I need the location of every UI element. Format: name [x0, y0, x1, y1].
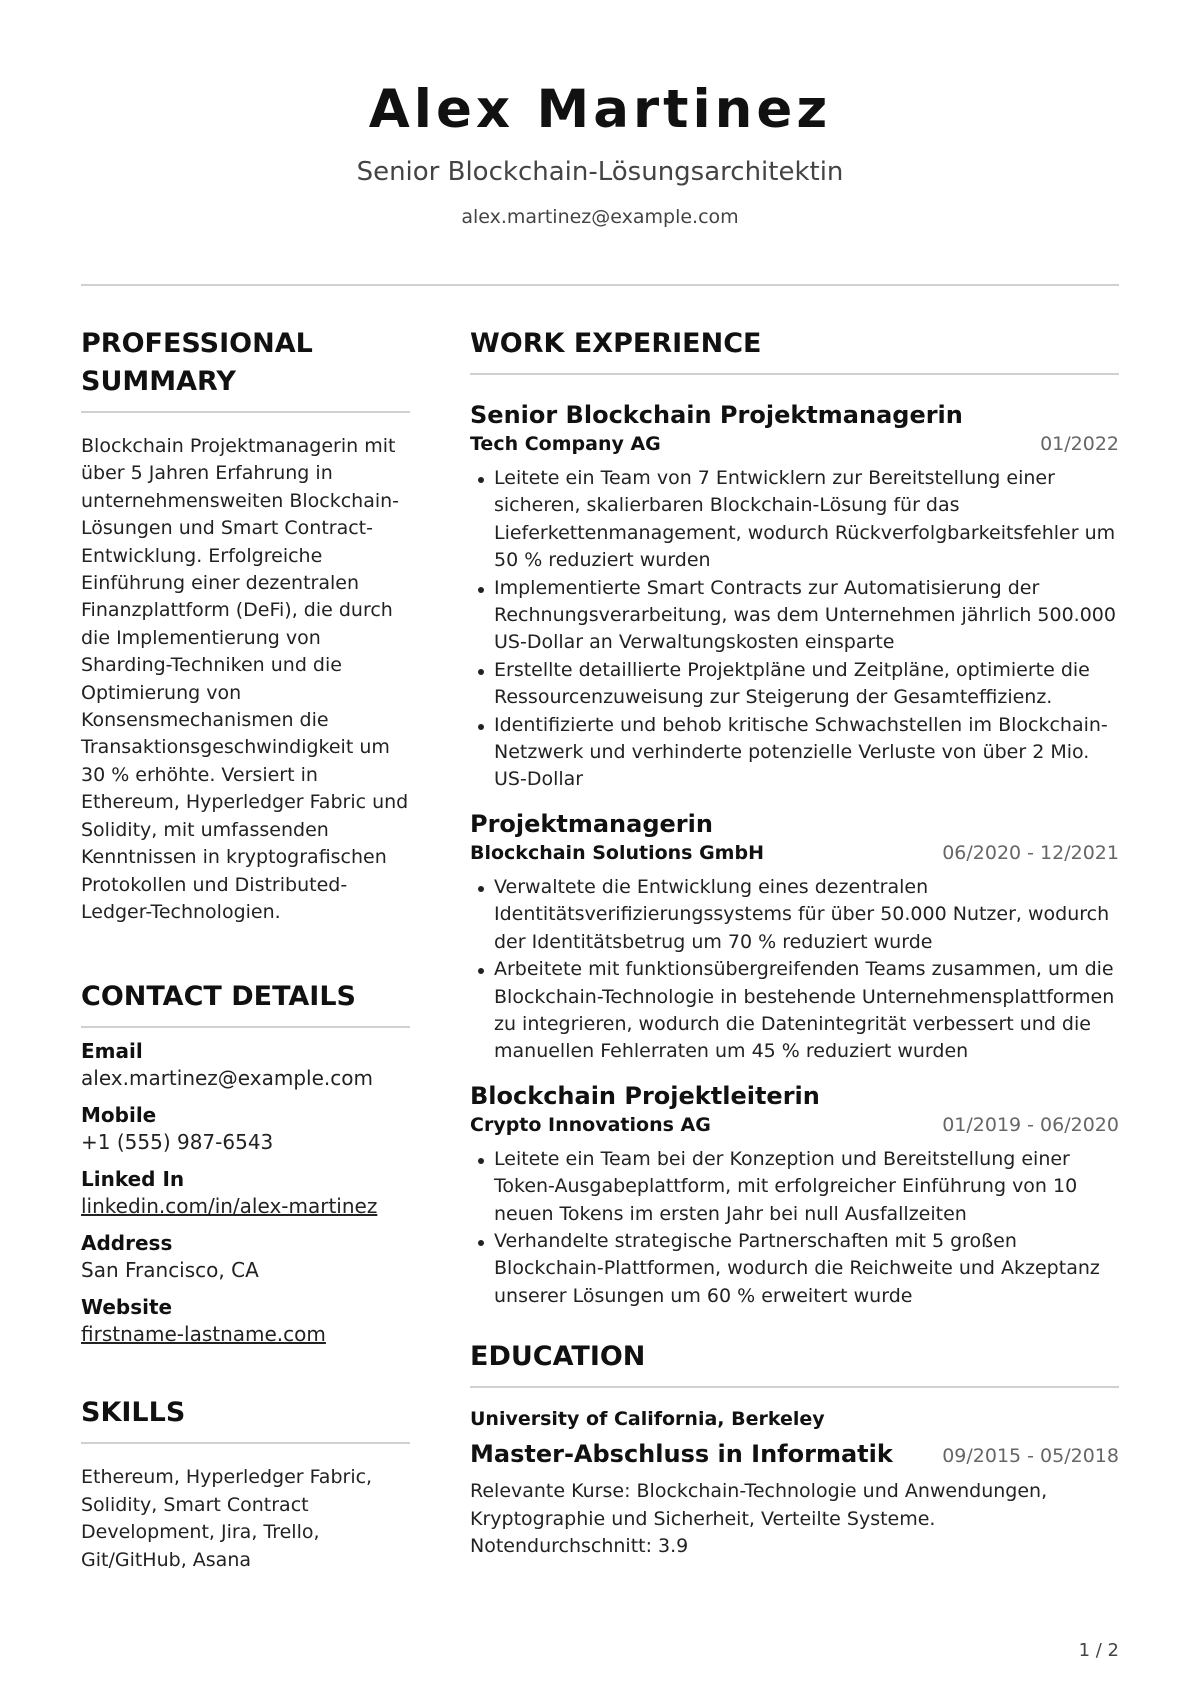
bullet-item: Implementierte Smart Contracts zur Automatisierung der Rechnungsverarbeitung, was dem Unternehmen jährlich 500.000 US-Dollar an Verwaltungskosten einsparte	[494, 575, 1119, 657]
company-name: Crypto Innovations AG	[470, 1113, 711, 1136]
contact-label: Linked In	[81, 1167, 185, 1192]
contact-value: alex.martinez@example.com	[81, 1066, 373, 1091]
section-divider	[81, 1442, 410, 1444]
candidate-title: Senior Blockchain-Lösungsarchitektin	[356, 157, 844, 187]
contact-item-mobile	[81, 1102, 410, 1156]
contact-label: Address	[81, 1231, 173, 1256]
bullet-item: Leitete ein Team von 7 Entwicklern zur Bereitstellung einer sicheren, skalierbaren Blockchain-Lösung für das Lieferkettenmanagement, wodurch Rückverfolgbarkeitsfehler um 50 % reduziert wurden	[494, 465, 1119, 575]
summary-heading: PROFESSIONAL SUMMARY	[81, 328, 313, 397]
contact-value: San Francisco, CA	[81, 1258, 259, 1283]
job-bullets	[470, 874, 1119, 1066]
education-date: 09/2015 - 05/2018	[942, 1445, 1119, 1468]
bullet-item: Arbeitete mit funktionsübergreifenden Teams zusammen, um die Blockchain-Technologie in bestehende Unternehmensplattformen zu integrieren, wodurch die Datenintegrität verbessert und die manuellen Fehlerraten um 45 % reduziert wurden	[494, 956, 1119, 1066]
header-divider	[81, 284, 1119, 286]
linkedin-link[interactable]: linkedin.com/in/alex-martinez	[81, 1194, 378, 1219]
contact-item-address	[81, 1230, 410, 1284]
right-column	[470, 325, 1119, 1560]
school-name: University of California, Berkeley	[470, 1408, 825, 1431]
contact-value: +1 (555) 987-6543	[81, 1130, 274, 1155]
company-name: Tech Company AG	[470, 433, 661, 455]
bullet-item: Verwaltete die Entwicklung eines dezentralen Identitätsverifizierungssystems für über 50.000 Nutzer, wodurch der Identitätsbetrug um 70 % reduziert wurde	[494, 874, 1119, 956]
job-date: 01/2019 - 06/2020	[942, 1113, 1119, 1136]
contact-item-website	[81, 1294, 410, 1348]
degree-title: Master-Abschluss in Informatik	[470, 1440, 893, 1469]
education-description: Relevante Kurse: Blockchain-Technologie und Anwendungen, Kryptographie und Sicherheit, Verteilte Systeme. Notendurchschnitt: 3.9	[470, 1480, 1048, 1557]
job-entry	[470, 399, 1119, 794]
job-title: Blockchain Projektleiterin	[470, 1081, 820, 1110]
section-divider	[81, 411, 410, 413]
job-title: Projektmanagerin	[470, 809, 713, 838]
bullet-item: Erstellte detaillierte Projektpläne und Zeitpläne, optimierte die Ressourcenzuweisung zur Steigerung der Gesamteffizienz.	[494, 657, 1119, 712]
contact-heading: CONTACT DETAILS	[81, 981, 356, 1013]
header-email: alex.martinez@example.com	[461, 206, 739, 228]
experience-section	[470, 325, 1119, 1310]
page-number: 1 / 2	[1078, 1640, 1119, 1661]
candidate-name: Alex Martinez	[368, 79, 832, 140]
skills-text: Ethereum, Hyperledger Fabric, Solidity, Smart Contract Development, Jira, Trello, Git/GitHub, Asana	[81, 1466, 373, 1571]
contact-label: Mobile	[81, 1103, 157, 1128]
contact-label: Website	[81, 1295, 173, 1320]
skills-heading: SKILLS	[81, 1397, 186, 1429]
job-date: 01/2022	[1040, 433, 1119, 455]
website-link[interactable]: firstname-lastname.com	[81, 1322, 326, 1347]
left-column	[81, 325, 410, 1574]
education-section	[470, 1338, 1119, 1560]
job-bullets	[470, 465, 1119, 794]
contact-section	[81, 978, 410, 1348]
summary-text: Blockchain Projektmanagerin mit über 5 Jahren Erfahrung in unternehmensweiten Blockchain-Lösungen und Smart Contract-Entwicklung. Erfolgreiche Einführung einer dezentralen Finanzplattform (DeFi), die durch die Implementierung von Sharding-Techniken und die Optimierung von Konsensmechanismen die Transaktionsgeschwindigkeit um 30 % erhöhte. Versiert in Ethereum, Hyperledger Fabric und Solidity, mit umfassenden Kenntnissen in kryptografischen Protokollen und Distributed-Ledger-Technologien.	[81, 435, 409, 923]
section-divider	[81, 1026, 410, 1028]
section-divider	[470, 373, 1119, 375]
resume-header	[81, 78, 1119, 229]
job-entry	[470, 808, 1119, 1066]
contact-label: Email	[81, 1039, 143, 1064]
bullet-item: Leitete ein Team bei der Konzeption und Bereitstellung einer Token-Ausgabeplattform, mit erfolgreicher Einführung von 10 neuen Tokens im ersten Jahr bei null Ausfallzeiten	[494, 1146, 1119, 1228]
bullet-item: Verhandelte strategische Partnerschaften mit 5 großen Blockchain-Plattformen, wodurch die Reichweite und Akzeptanz unserer Lösungen um 60 % erweitert wurde	[494, 1228, 1119, 1310]
company-name: Blockchain Solutions GmbH	[470, 841, 764, 864]
experience-heading: WORK EXPERIENCE	[470, 328, 762, 359]
section-divider	[470, 1386, 1119, 1388]
job-title: Senior Blockchain Projektmanagerin	[470, 401, 963, 429]
summary-section	[81, 325, 410, 926]
bullet-item: Identifizierte und behob kritische Schwachstellen im Blockchain-Netzwerk und verhinderte potenzielle Verluste von über 2 Mio. US-Dollar	[494, 712, 1119, 794]
contact-item-linkedin	[81, 1166, 410, 1220]
education-heading: EDUCATION	[470, 1341, 646, 1373]
contact-item-email	[81, 1038, 410, 1092]
job-bullets	[470, 1146, 1119, 1310]
job-entry	[470, 1080, 1119, 1310]
skills-section	[81, 1394, 410, 1574]
job-date: 06/2020 - 12/2021	[942, 841, 1119, 864]
